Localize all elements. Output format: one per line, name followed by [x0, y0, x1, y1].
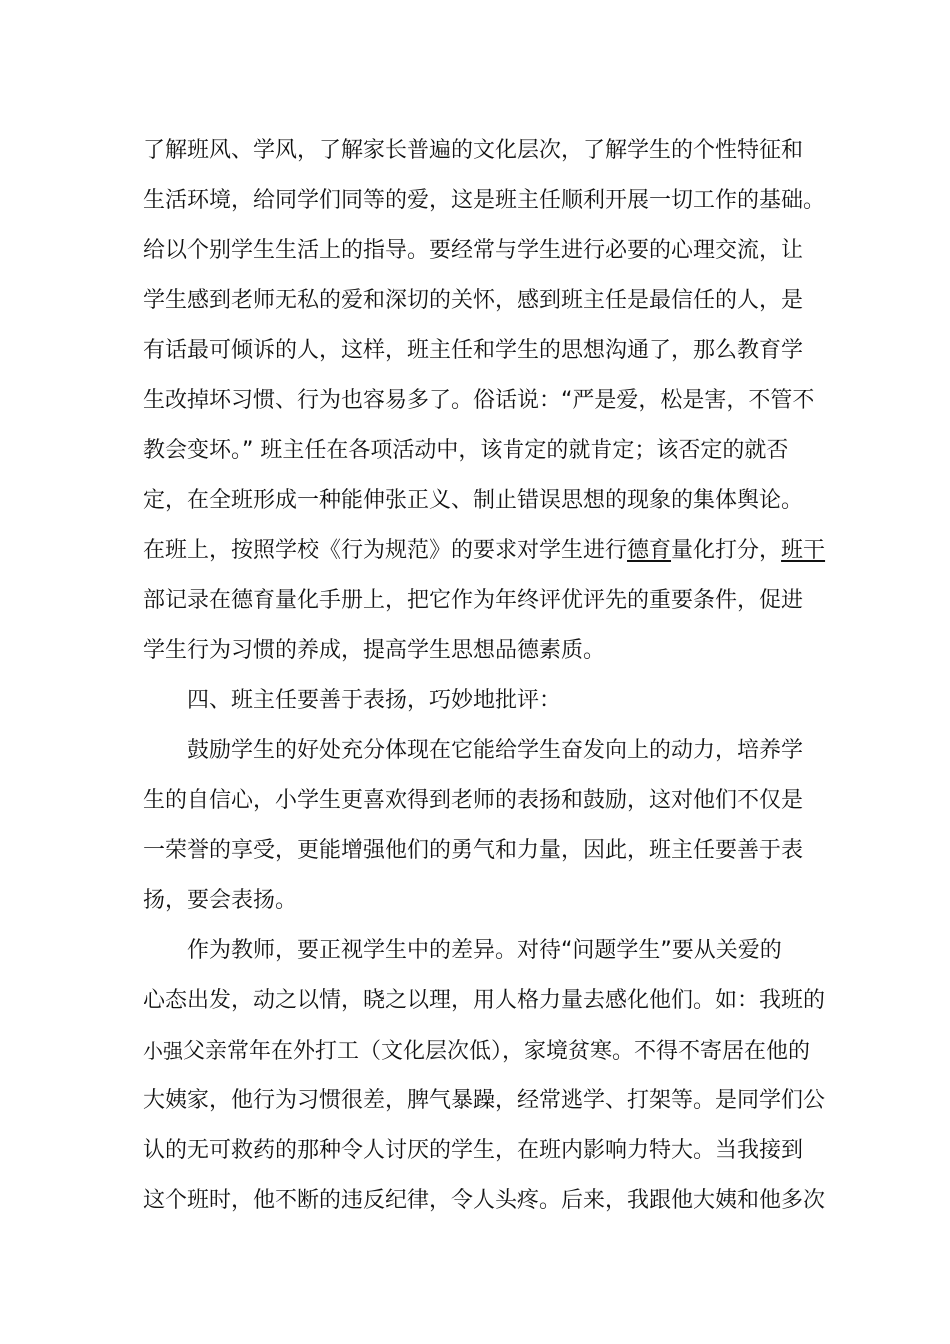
text-line: 生改掉坏习惯、行为也容易多了。俗话说：“严是爱，松是害，不管不 — [143, 388, 815, 413]
text-line: 扬，要会表扬。 — [143, 888, 298, 913]
document-body — [143, 126, 826, 1226]
text-segment: 父亲常年在外打工（文化层次低），家境贫寒。不得不寄居在他的 — [183, 1039, 811, 1064]
section-heading: 四、班主任要善于表扬，巧妙地批评： — [187, 688, 562, 713]
text-line: 了解班风、学风，了解家长普遍的文化层次，了解学生的个性特征和 — [143, 138, 804, 163]
text-segment: 量化打分， — [671, 538, 782, 563]
text-line: 心态出发，动之以情，晓之以理，用人格力量去感化他们。如：我班的 — [143, 988, 826, 1013]
text-line: 一荣誉的享受，更能增强他们的勇气和力量，因此，班主任要善于表 — [143, 838, 804, 863]
text-line: 鼓励学生的好处充分体现在它能给学生奋发向上的动力，培养学 — [187, 738, 804, 763]
student-name: 小强 — [143, 1039, 183, 1063]
text-line-with-name — [143, 1026, 823, 1076]
text-line: 定，在全班形成一种能伸张正义、制止错误思想的现象的集体舆论。 — [143, 488, 804, 513]
link-deyu[interactable]: 德育 — [627, 538, 672, 563]
text-segment: 在班上，按照学校《行为规范》的要求对学生进行 — [143, 538, 628, 563]
link-bangan[interactable]: 班干 — [781, 538, 826, 563]
text-line: 生活环境，给同学们同等的爱，这是班主任顺利开展一切工作的基础。 — [143, 188, 826, 213]
text-line: 部记录在德育量化手册上，把它作为年终评优评先的重要条件，促进 — [143, 588, 804, 613]
text-line: 学生行为习惯的养成，提高学生思想品德素质。 — [143, 638, 606, 663]
text-line: 学生感到老师无私的爱和深切的关怀，感到班主任是最信任的人，是 — [143, 288, 804, 313]
text-line: 作为教师，要正视学生中的差异。对待“问题学生”要从关爱的 — [187, 938, 782, 963]
text-line: 教会变坏。” 班主任在各项活动中，该肯定的就肯定；该否定的就否 — [143, 438, 789, 463]
text-line: 大姨家，他行为习惯很差，脾气暴躁，经常逃学、打架等。是同学们公 — [143, 1088, 826, 1113]
text-line: 给以个别学生生活上的指导。要经常与学生进行必要的心理交流，让 — [143, 238, 804, 263]
text-line-with-links — [143, 526, 826, 576]
text-line: 有话最可倾诉的人，这样，班主任和学生的思想沟通了，那么教育学 — [143, 338, 804, 363]
text-line: 生的自信心，小学生更喜欢得到老师的表扬和鼓励，这对他们不仅是 — [143, 788, 804, 813]
text-line: 这个班时，他不断的违反纪律，令人头疼。后来，我跟他大姨和他多次 — [143, 1188, 826, 1213]
text-line: 认的无可救药的那种令人讨厌的学生，在班内影响力特大。当我接到 — [143, 1138, 804, 1163]
